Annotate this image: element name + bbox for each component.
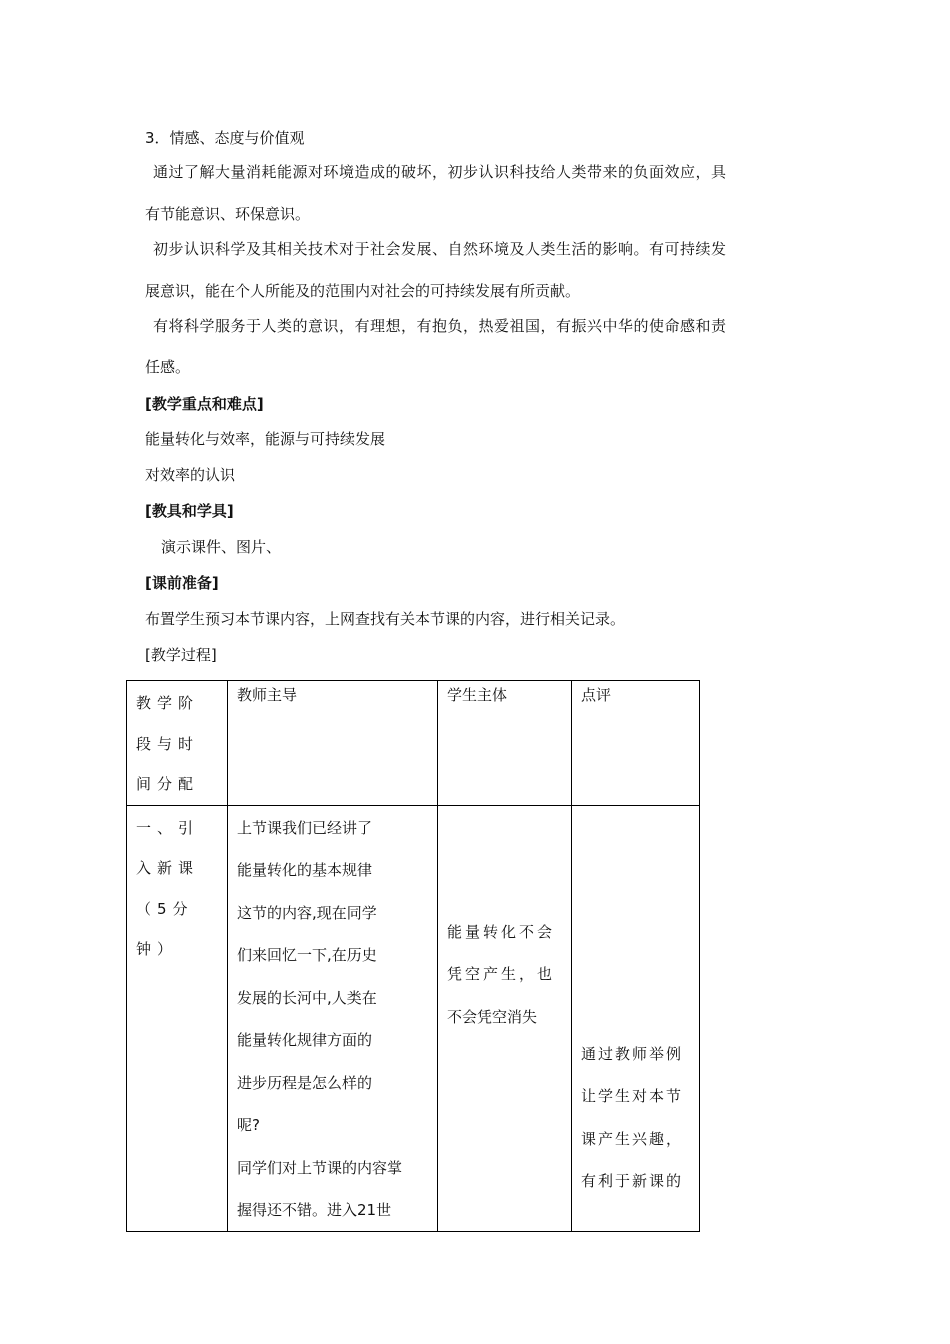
student-cell bbox=[438, 805, 572, 1231]
table-row bbox=[127, 805, 700, 1231]
table-header-row bbox=[127, 681, 700, 806]
student-line: 不会凭空消失 bbox=[447, 1007, 538, 1026]
header-cell: 学生主体 bbox=[438, 681, 572, 806]
paragraph-line: 任感。 bbox=[145, 358, 191, 376]
teacher-line: 们来回忆一下,在历史 bbox=[237, 946, 377, 964]
teacher-line: 同学们对上节课的内容掌 bbox=[237, 1158, 403, 1177]
teacher-line: 能量转化规律方面的 bbox=[237, 1031, 373, 1049]
key-points-line: 对效率的认识 bbox=[145, 466, 236, 484]
student-line: 凭空产生，也 bbox=[447, 965, 556, 983]
header-cell: 教师主导 bbox=[228, 681, 438, 806]
comment-line: 有利于新课的 bbox=[581, 1172, 684, 1190]
process-heading: [教学过程] bbox=[145, 646, 217, 664]
teacher-line: 呢? bbox=[237, 1116, 260, 1134]
header-cell: 点评 bbox=[572, 681, 700, 806]
teacher-cell bbox=[228, 805, 438, 1231]
teacher-line: 这节的内容,现在同学 bbox=[237, 903, 377, 922]
stage-cell: 一、引入新课（5分钟） bbox=[127, 805, 228, 1231]
comment-line: 课产生兴趣， bbox=[581, 1129, 684, 1148]
teacher-line: 能量转化的基本规律 bbox=[237, 861, 373, 879]
key-points-heading: [教学重点和难点] bbox=[145, 395, 264, 413]
paragraph-line: 通过了解大量消耗能源对环境造成的破坏，初步认识科技给人类带来的负面效应，具 bbox=[153, 163, 727, 181]
paragraph-line: 初步认识科学及其相关技术对于社会发展、自然环境及人类生活的影响。有可持续发 bbox=[153, 240, 727, 258]
comment-line: 让学生对本节 bbox=[581, 1087, 684, 1105]
teacher-line: 上节课我们已经讲了 bbox=[237, 818, 373, 837]
key-points-line: 能量转化与效率，能源与可持续发展 bbox=[145, 430, 386, 448]
tools-heading: [教具和学具] bbox=[145, 502, 234, 520]
teacher-line: 握得还不错。进入21世 bbox=[237, 1201, 392, 1219]
section-heading: 3．情感、态度与价值观 bbox=[145, 129, 305, 147]
paragraph-line: 有节能意识、环保意识。 bbox=[145, 205, 311, 223]
paragraph-line: 展意识，能在个人所能及的范围内对社会的可持续发展有所贡献。 bbox=[145, 282, 581, 300]
comment-line: 通过教师举例 bbox=[581, 1044, 684, 1063]
teacher-line: 发展的长河中,人类在 bbox=[237, 988, 377, 1007]
prep-line: 布置学生预习本节课内容，上网查找有关本节课的内容，进行相关记录。 bbox=[145, 610, 626, 628]
teacher-line: 进步历程是怎么样的 bbox=[237, 1073, 373, 1092]
comment-cell bbox=[572, 805, 700, 1231]
prep-heading: [课前准备] bbox=[145, 574, 219, 592]
student-line: 能量转化不会 bbox=[447, 922, 556, 941]
paragraph-line: 有将科学服务于人类的意识，有理想，有抱负，热爱祖国，有振兴中华的使命感和责 bbox=[153, 317, 727, 335]
header-cell: 教学阶段与时间分配 bbox=[127, 681, 228, 806]
teaching-process-table bbox=[126, 680, 700, 1232]
tools-line: 演示课件、图片、 bbox=[161, 538, 282, 556]
